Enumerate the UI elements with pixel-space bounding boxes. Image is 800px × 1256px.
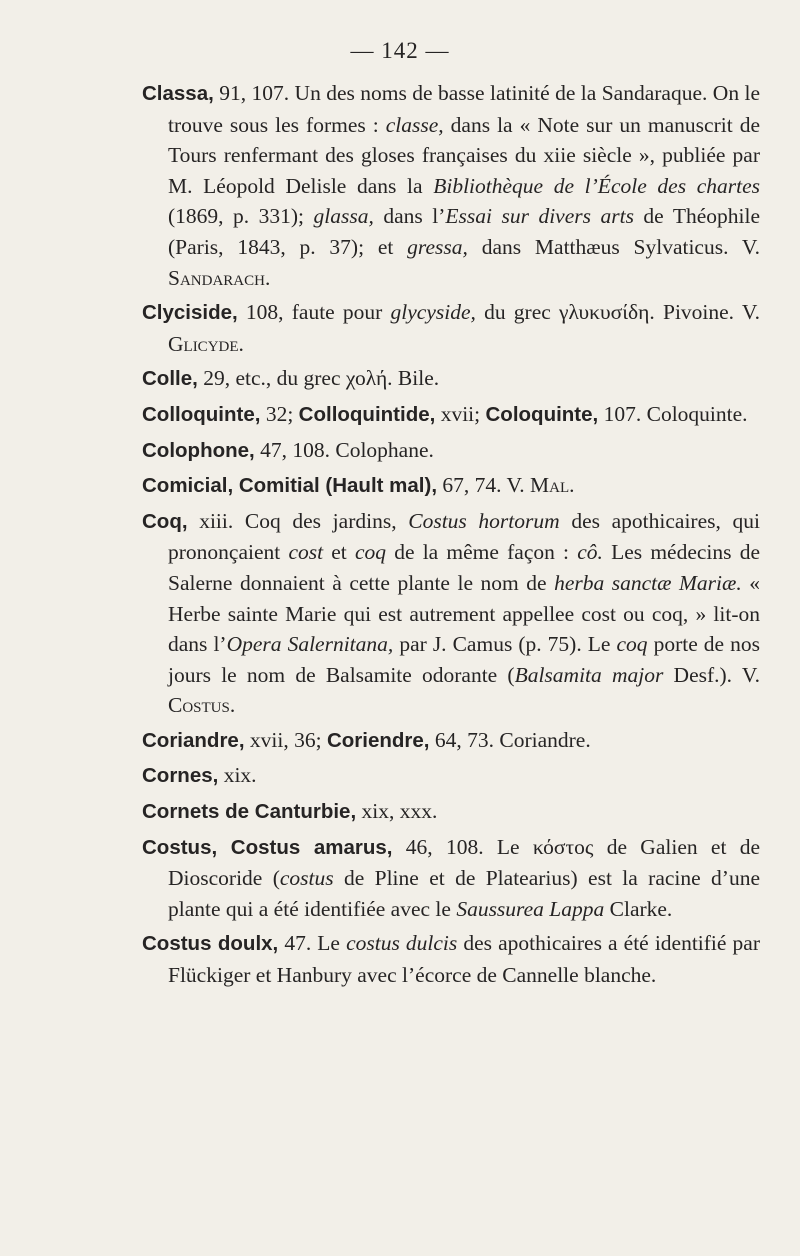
cross-reference: Costus. — [168, 693, 236, 718]
entry-text: des apothicaires a été identifié par Flückiger et Hanbury avec l’écorce de Cannelle blanche. — [168, 931, 760, 988]
entry-text: 91, 107. Un des noms de basse latinité de la Sandaraque. On le trouve sous les formes : — [168, 81, 760, 137]
headword: Colloquinte, — [142, 402, 261, 426]
entry-text: de la même façon : — [386, 540, 578, 565]
headword: Coriandre, — [142, 728, 245, 752]
entry-text: Desf.). V. — [663, 662, 760, 687]
italic-term: gressa, — [407, 234, 468, 259]
headword: Coloquinte, — [485, 402, 599, 426]
glossary-entry — [142, 297, 760, 359]
italic-term: Costus hortorum — [408, 508, 560, 533]
headword: Colloquintide, — [298, 402, 436, 426]
headword: Classa, — [142, 82, 214, 105]
entry-text: de Théophile (Paris, 1843, p. 37); et — [168, 204, 760, 259]
entry-text: 32; — [260, 401, 299, 426]
headword: Coriendre, — [326, 728, 430, 752]
italic-term: herba sanctæ Mariæ. — [554, 570, 742, 595]
glossary-entry — [142, 760, 760, 792]
glossary-entry — [142, 435, 760, 467]
headword: Colle, — [142, 367, 198, 391]
headword: Colophone, — [142, 438, 255, 462]
entry-text: 47. Le — [278, 931, 347, 956]
cross-reference: Mal. — [530, 473, 575, 498]
entry-text: (1869, p. 331); — [168, 204, 314, 229]
entry-text: dans la « Note sur un manuscrit de Tours renfermant des gloses françaises du xiie siècle », publiée par M. Léopold Delisle dans la — [168, 112, 760, 198]
glossary-entry — [142, 506, 760, 721]
glossary-entries — [142, 78, 760, 995]
cross-reference: Glicyde. — [168, 331, 244, 356]
glossary-entry — [142, 78, 760, 293]
entry-text: xvii, 36; — [244, 727, 327, 752]
entry-text: Clarke. — [604, 896, 673, 921]
entry-text: xix. — [218, 763, 257, 788]
entry-text: 67, 74. V. — [437, 473, 531, 498]
entry-text: 108, faute pour — [237, 300, 391, 325]
italic-term: Opera Salernitana, — [226, 632, 394, 657]
entry-text: de Pline et de Platearius) est la racine d’une plante qui a été identifiée avec le — [168, 866, 760, 921]
page-number-header: — 142 — — [350, 38, 450, 63]
headword: Costus, Costus amarus, — [142, 835, 393, 859]
entry-text: des apothicaires, qui prononçaient — [168, 508, 760, 565]
italic-term: costus dulcis — [346, 931, 458, 956]
glossary-entry — [142, 363, 760, 395]
entry-text: 46, 108. Le κόστος de Galien et de Dioscoride ( — [168, 834, 760, 891]
headword: Clyciside, — [142, 301, 238, 325]
entry-text: porte de nos jours le nom de Balsamite odorante ( — [168, 632, 760, 687]
italic-term: Balsamita major — [514, 662, 664, 687]
headword: Comicial, Comitial (Hault mal), — [142, 474, 438, 498]
glossary-entry — [142, 725, 760, 757]
entry-text: 64, 73. Coriandre. — [429, 727, 591, 752]
entry-text: du grec γλυκυσίδη. Pivoine. V. — [475, 300, 760, 325]
italic-term: glycyside, — [390, 300, 476, 325]
entry-text: 29, etc., du grec χολή. Bile. — [197, 366, 440, 391]
entry-text: dans Matthæus Sylvaticus. V. — [467, 234, 761, 259]
entry-text: par J. Camus (p. 75). Le — [393, 632, 617, 657]
headword: Cornes, — [142, 764, 219, 788]
glossary-entry — [142, 399, 760, 431]
glossary-entry — [142, 470, 760, 502]
entry-text: 47, 108. Colophane. — [254, 437, 434, 462]
italic-term: coq — [354, 540, 387, 565]
italic-term: Essai sur divers arts — [445, 204, 634, 229]
entry-text: Les médecins de Salerne donnaient à cette plante le nom de — [168, 540, 761, 595]
headword: Coq, — [142, 509, 188, 533]
italic-term: cô. — [577, 540, 603, 565]
glossary-entry — [142, 796, 760, 828]
italic-term: Saussurea Lappa — [456, 896, 605, 921]
entry-text: et — [323, 540, 355, 565]
italic-term: coq — [616, 632, 648, 657]
entry-text: 107. Coloquinte. — [598, 401, 748, 426]
cross-reference: Sandarach. — [168, 265, 271, 290]
italic-term: cost — [288, 540, 324, 565]
entry-text: dans l’ — [373, 204, 446, 229]
entry-text: « Herbe sainte Marie qui est autrement appellee cost ou coq, » lit-on dans l’ — [168, 570, 761, 657]
entry-text: xiii. Coq des jardins, — [187, 508, 409, 533]
glossary-entry — [142, 832, 760, 925]
headword: Costus doulx, — [142, 932, 279, 956]
italic-term: classe, — [385, 112, 444, 137]
entry-text: xvii; — [435, 401, 486, 426]
italic-term: costus — [279, 866, 334, 891]
italic-term: glassa, — [313, 204, 374, 229]
italic-term: Bibliothèque de l’École des chartes — [433, 173, 760, 198]
headword: Cornets de Canturbie, — [142, 800, 357, 824]
entry-text: xix, xxx. — [356, 799, 438, 824]
glossary-entry — [142, 928, 760, 990]
